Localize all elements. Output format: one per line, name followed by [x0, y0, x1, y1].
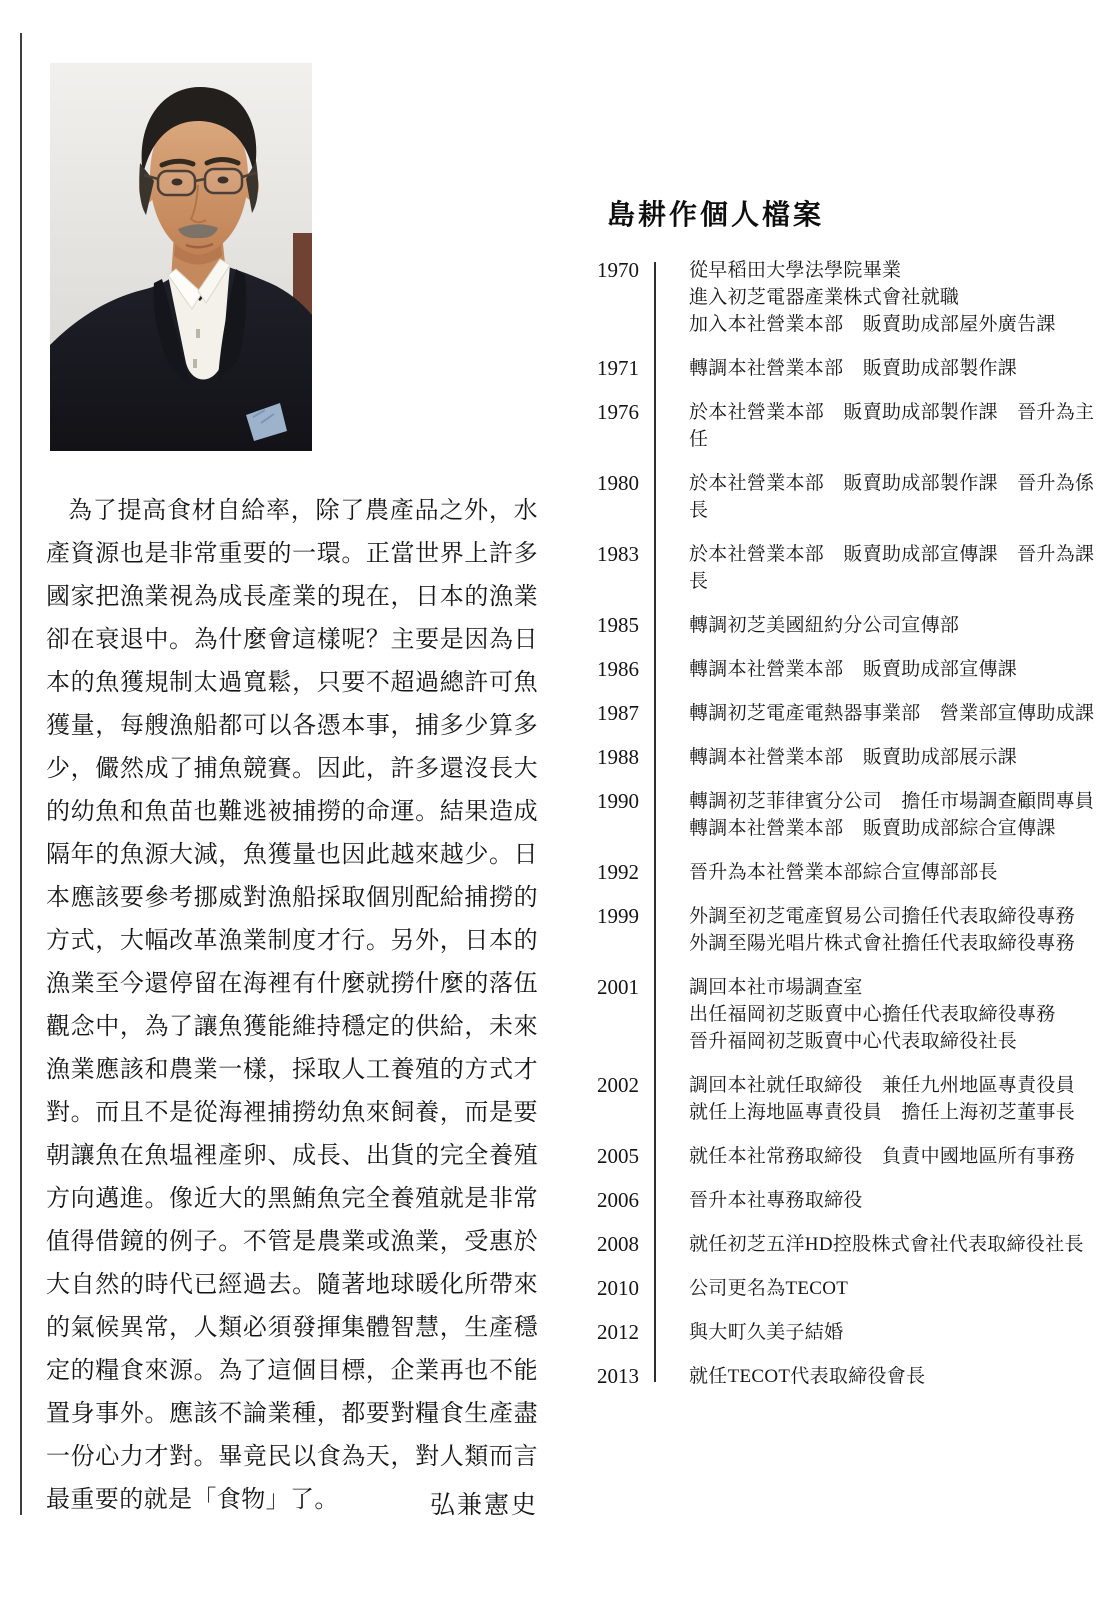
- profile-title: 島耕作個人檔案: [607, 199, 825, 230]
- timeline-entry: [593, 1143, 1103, 1170]
- timeline-entry-line: 就任本社常務取締役 負責中國地區所有事務: [689, 1146, 1076, 1167]
- timeline-entry-line: 於本社營業本部 販賣助成部製作課 晉升為係長: [689, 473, 1095, 521]
- timeline-entry-line: 晉升為本社營業本部綜合宣傳部部長: [689, 862, 998, 883]
- timeline-entry-year: 1970: [597, 258, 639, 282]
- timeline-entry-line: 調回本社市場調查室: [689, 977, 863, 998]
- timeline-entry: [593, 656, 1103, 683]
- timeline-entry-lines: [650, 974, 1056, 1055]
- timeline-entry-year: 1990: [597, 789, 639, 813]
- timeline-entry-year: 2012: [597, 1320, 639, 1344]
- timeline-entry-line: 調回本社就任取締役 兼任九州地區專責役員: [689, 1075, 1076, 1096]
- profile-section: [593, 193, 1103, 1407]
- timeline-entry: [593, 903, 1103, 957]
- timeline-entry-line: 加入本社營業本部 販賣助成部屋外廣告課: [689, 314, 1056, 335]
- timeline-entry-line: 出任福岡初芝販賣中心擔任代表取締役專務: [689, 1004, 1056, 1025]
- timeline-entry-lines: [650, 700, 1094, 727]
- timeline-entry: [593, 700, 1103, 727]
- timeline-entry-year: 2005: [597, 1144, 639, 1168]
- timeline-entry-year: 1987: [597, 701, 639, 725]
- timeline-entry: [593, 399, 1103, 453]
- timeline-entry-year: 1980: [597, 471, 639, 495]
- timeline-entry-line: 與大町久美子結婚: [689, 1322, 844, 1343]
- timeline-entry-lines: [650, 1231, 1084, 1258]
- timeline-entry: [593, 612, 1103, 639]
- timeline-entry: [593, 257, 1103, 338]
- timeline-entry: [593, 1363, 1103, 1390]
- timeline-entry-line: 晉升福岡初芝販賣中心代表取締役社長: [689, 1031, 1018, 1052]
- timeline-entry-line: 轉調本社營業本部 販賣助成部展示課: [689, 747, 1018, 768]
- timeline-entry-line: 轉調本社營業本部 販賣助成部綜合宣傳課: [689, 818, 1056, 839]
- timeline-entry-year: 2002: [597, 1073, 639, 1097]
- timeline-entry-line: 就任上海地區專責役員 擔任上海初芝董事長: [689, 1102, 1076, 1123]
- timeline-entry: [593, 1319, 1103, 1346]
- timeline-entry-line: 就任TECOT代表取締役會長: [689, 1366, 926, 1387]
- timeline-entry: [593, 355, 1103, 382]
- timeline-entry-lines: [650, 612, 959, 639]
- timeline-entry-year: 1983: [597, 542, 639, 566]
- timeline-entry-line: 外調至陽光唱片株式會社擔任代表取締役專務: [689, 933, 1076, 954]
- timeline-entry-lines: [650, 541, 1103, 595]
- timeline-entry: [593, 974, 1103, 1055]
- timeline-entry-line: 公司更名為TECOT: [689, 1278, 849, 1299]
- timeline-entry: [593, 788, 1103, 842]
- portrait-photo: [50, 63, 312, 451]
- timeline-entry-line: 晉升本社專務取締役: [689, 1190, 863, 1211]
- timeline-entry-line: 轉調初芝菲律賓分公司 擔任市場調查顧問專員: [689, 791, 1095, 812]
- timeline-entry-year: 2008: [597, 1232, 639, 1256]
- timeline-entry-year: 1999: [597, 904, 639, 928]
- timeline-entry-line: 就任初芝五洋HD控股株式會社代表取締役社長: [689, 1234, 1084, 1255]
- timeline-entry: [593, 1072, 1103, 1126]
- timeline-entry-lines: [650, 656, 1017, 683]
- timeline-entry-lines: [650, 1363, 925, 1390]
- timeline-entry: [593, 859, 1103, 886]
- timeline-entry-line: 於本社營業本部 販賣助成部宣傳課 晉升為課長: [689, 544, 1095, 592]
- timeline: [593, 257, 1103, 1390]
- essay-paragraph: 為了提高食材自給率，除了農產品之外，水產資源也是非常重要的一環。正當世界上許多國家把漁業視為成長產業的現在，日本的漁業卻在衰退中。為什麼會這樣呢？主要是因為日本的魚獲規制太過寬鬆，只要不超過總許可魚獲量，每艘漁船都可以各憑本事，捕多少算多少，儼然成了捕魚競賽。因此，許多還沒長大的幼魚和魚苗也難逃被捕撈的命運。結果造成隔年的魚源大減，魚獲量也因此越來越少。日本應該要參考挪威對漁船採取個別配給捕撈的方式，大幅改革漁業制度才行。另外，日本的漁業至今還停留在海裡有什麼就撈什麼的落伍觀念中，為了讓魚獲能維持穩定的供給，未來漁業應該和農業一樣，採取人工養殖的方式才對。而且不是從海裡捕撈幼魚來飼養，而是要朝讓魚在魚塭裡產卵、成長、出貨的完全養殖方向邁進。像近大的黑鮪魚完全養殖就是非常值得借鏡的例子。不管是農業或漁業，受惠於大自然的時代已經過去。隨著地球暖化所帶來的氣候異常，人類必須發揮集體智慧，生產穩定的糧食來源。為了這個目標，企業再也不能置身事外。應該不論業種，都要對糧食生產盡一份心力才對。畢竟民以食為天，對人類而言最重要的就是「食物」了。: [46, 498, 538, 1513]
- timeline-entry-lines: [650, 788, 1094, 842]
- timeline-entry: [593, 541, 1103, 595]
- timeline-entry-line: 轉調本社營業本部 販賣助成部宣傳課: [689, 659, 1018, 680]
- timeline-entry-year: 1976: [597, 400, 639, 424]
- timeline-entry-year: 1986: [597, 657, 639, 681]
- timeline-entry-lines: [650, 399, 1103, 453]
- timeline-entry-line: 外調至初芝電產貿易公司擔任代表取締役專務: [689, 906, 1076, 927]
- timeline-entry-lines: [650, 257, 1056, 338]
- timeline-entry-year: 1992: [597, 860, 639, 884]
- timeline-entry-lines: [650, 903, 1075, 957]
- timeline-entry-lines: [650, 470, 1103, 524]
- timeline-entry: [593, 744, 1103, 771]
- portrait-illustration: [50, 63, 312, 451]
- timeline-entry-line: 進入初芝電器產業株式會社就職: [689, 287, 960, 308]
- timeline-entry-year: 1985: [597, 613, 639, 637]
- timeline-entry-year: 1971: [597, 356, 639, 380]
- timeline-entry: [593, 470, 1103, 524]
- timeline-entry-lines: [650, 1187, 863, 1214]
- timeline-entry-lines: [650, 1072, 1075, 1126]
- timeline-entry-lines: [650, 355, 1017, 382]
- timeline-entry-lines: [650, 859, 998, 886]
- timeline-entry-year: 2001: [597, 975, 639, 999]
- timeline-entry: [593, 1231, 1103, 1258]
- timeline-entry-year: 2006: [597, 1188, 639, 1212]
- page-left-rule: [20, 33, 22, 1515]
- timeline-entry-lines: [650, 1275, 848, 1302]
- timeline-entry-line: 轉調初芝美國紐約分公司宣傳部: [689, 615, 960, 636]
- timeline-entry: [593, 1275, 1103, 1302]
- timeline-entry-lines: [650, 1143, 1075, 1170]
- timeline-entry-year: 2010: [597, 1276, 639, 1300]
- timeline-entry: [593, 1187, 1103, 1214]
- timeline-entry-line: 於本社營業本部 販賣助成部製作課 晉升為主任: [689, 402, 1095, 450]
- timeline-entry-line: 轉調本社營業本部 販賣助成部製作課: [689, 358, 1018, 379]
- timeline-entry-lines: [650, 1319, 843, 1346]
- timeline-entry-year: 2013: [597, 1364, 639, 1388]
- timeline-entry-year: 1988: [597, 745, 639, 769]
- timeline-entry-line: 轉調初芝電產電熱器事業部 營業部宣傳助成課: [689, 703, 1095, 724]
- author-signature: 弘兼憲史: [429, 1492, 538, 1519]
- timeline-entry-line: 從早稻田大學法學院畢業: [689, 260, 902, 281]
- timeline-entry-lines: [650, 744, 1017, 771]
